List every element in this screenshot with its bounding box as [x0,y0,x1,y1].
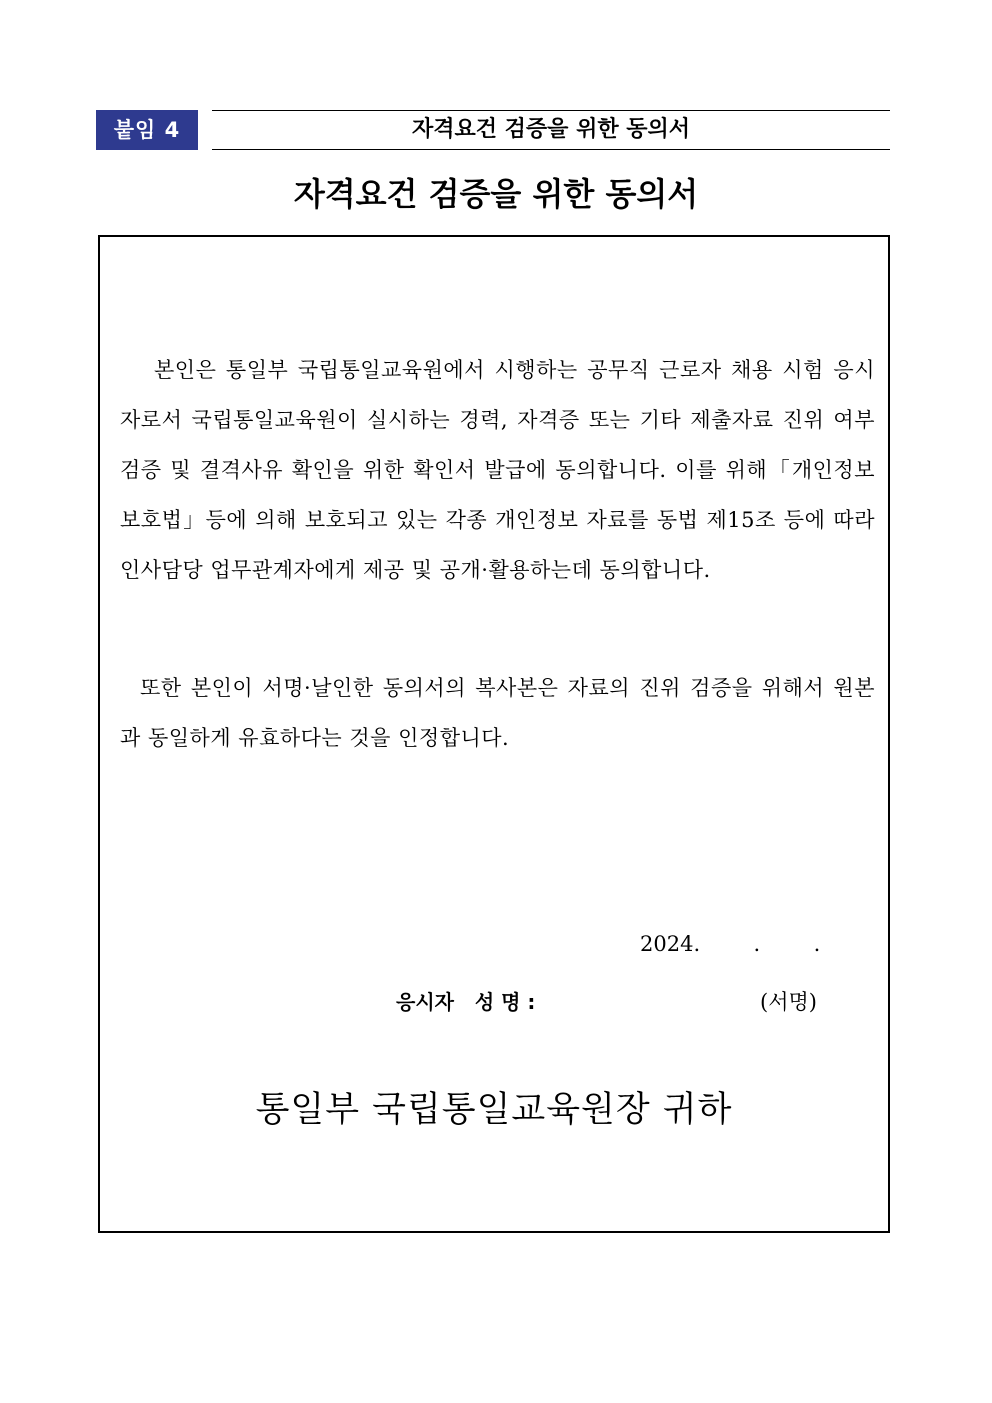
signature-mark: (서명) [760,990,817,1014]
annex-badge: 붙임 4 [96,110,198,150]
consent-paragraph-2: 또한 본인이 서명·날인한 동의서의 복사본은 자료의 진위 검증을 위해서 원본과 동일하게 유효하다는 것을 인정합니다. [120,676,875,750]
document-title: 자격요건 검증을 위한 동의서 [293,175,699,213]
date-field: 2024. . . [640,932,821,956]
header-title: 자격요건 검증을 위한 동의서 [212,110,890,150]
signer-name-label: 응시자 성 명 : [396,990,536,1014]
consent-form-box [98,235,890,1233]
header-bar [96,110,890,152]
addressee: 통일부 국립통일교육원장 귀하 [255,1090,733,1130]
consent-paragraph-1: 본인은 통일부 국립통일교육원에서 시행하는 공무직 근로자 채용 시험 응시자로서 국립통일교육원이 실시하는 경력, 자격증 또는 기타 제출자료 진위 여부 검증 및 결격사유 확인을 위한 확인서 발급에 동의합니다. 이를 위해「개인정보보호법」등에 의해 보호되고 있는 각종 개인정보 자료를 동법 제15조 등에 따라 인사담당 업무관계자에게 제공 및 공개·활용하는데 동의합니다. [120,358,875,582]
